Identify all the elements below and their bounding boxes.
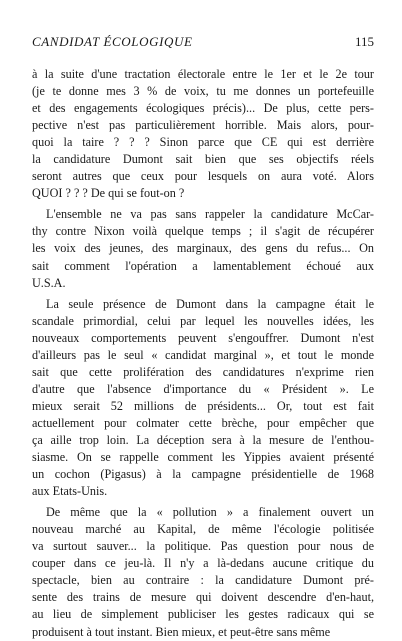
text-line: spectacle, bien au contraire : la candidature Dumont pré- <box>32 573 374 588</box>
text-line: actuellement pour colmater cette brèche, pour empêcher que <box>32 415 374 430</box>
book-page <box>32 34 374 641</box>
text-line: au lieu de simplement publiciser les gestes radicaux qui se <box>32 607 374 622</box>
text-line: un cochon (Pigasus) à la campagne présidentielle de 1968 <box>32 467 374 482</box>
paragraph <box>32 296 374 501</box>
text-line: sait que cette prolifération des candidatures n'exprime rien <box>32 364 374 379</box>
text-line: nouveau marché au Kapital, de même l'écologie politisée <box>32 522 374 537</box>
text-line: ça aille trop loin. La déception sera à la mesure de l'enthou- <box>32 432 374 447</box>
text-line: scandale primordial, celui par lequel les nouvelles idées, les <box>32 313 374 328</box>
text-line: couper dans ce jeu-là. Il n'y a là-dedans aucune critique du <box>32 556 374 571</box>
page-header <box>32 34 374 54</box>
text-line: sait comment l'opération a lamentablement échoué aux <box>32 258 374 273</box>
text-line: L'ensemble ne va pas sans rappeler la candidature McCar- <box>46 207 374 222</box>
text-line: U.S.A. <box>32 275 66 290</box>
text-line: (je te donne mes 3 % de voix, tu me donnes un portefeuille <box>32 84 374 99</box>
text-line: à la suite d'une tractation électorale entre le 1er et le 2e tour <box>32 67 374 81</box>
text-line: siasme. On se rappelle comment les Yippies avaient présenté <box>32 450 374 465</box>
body-text <box>32 66 374 641</box>
text-line: seront autres que ceux pour lesquels on aura voté. Alors <box>32 169 374 184</box>
text-line: mieux serait 52 millions de présidents... Or, tout est fait <box>32 398 374 413</box>
text-line: d'ailleurs pas le seul « candidat marginal », et tout le monde <box>32 347 374 362</box>
page-number: 115 <box>354 34 374 49</box>
text-line: thy contre Nixon voilà quelque temps ; il s'agit de récupérer <box>32 224 374 239</box>
text-line: nouveaux comportements peuvent s'engouffrer. Dumont n'est <box>32 330 374 345</box>
text-line: quoi la taire ? ? ? Sinon parce que CE qui est derrière <box>32 135 374 150</box>
text-line: les voix des jeunes, des marginaux, des gens du refus... On <box>32 241 374 256</box>
running-title: CANDIDAT ÉCOLOGIQUE <box>32 34 193 49</box>
text-line: et des engagements écologiques précis)... De plus, cette pers- <box>32 101 374 116</box>
text-line: d'autre que l'absence d'importance du « Président ». Le <box>32 381 374 396</box>
paragraph <box>32 66 374 202</box>
text-line: De même que la « pollution » a finalement ouvert un <box>46 505 374 520</box>
text-line: produisent à tout instant. Bien mieux, et peut-être sans même <box>32 624 331 639</box>
text-line: QUOI ? ? ? De qui se fout-on ? <box>32 186 185 201</box>
text-line: va surtout sauver... la politique. Pas question pour nous de <box>32 539 374 554</box>
paragraph <box>32 206 374 291</box>
text-line: la candidature Dumont sait bien que ses objectifs réels <box>32 152 374 167</box>
text-line: La seule présence de Dumont dans la campagne était le <box>46 296 374 311</box>
paragraph <box>32 504 374 640</box>
text-line: aux Etats-Unis. <box>32 484 108 499</box>
text-line: sente des trains de mesure qui doivent descendre d'en-haut, <box>32 590 374 605</box>
text-line: pective n'est pas particulièrement horrible. Mais alors, pour- <box>32 118 374 133</box>
